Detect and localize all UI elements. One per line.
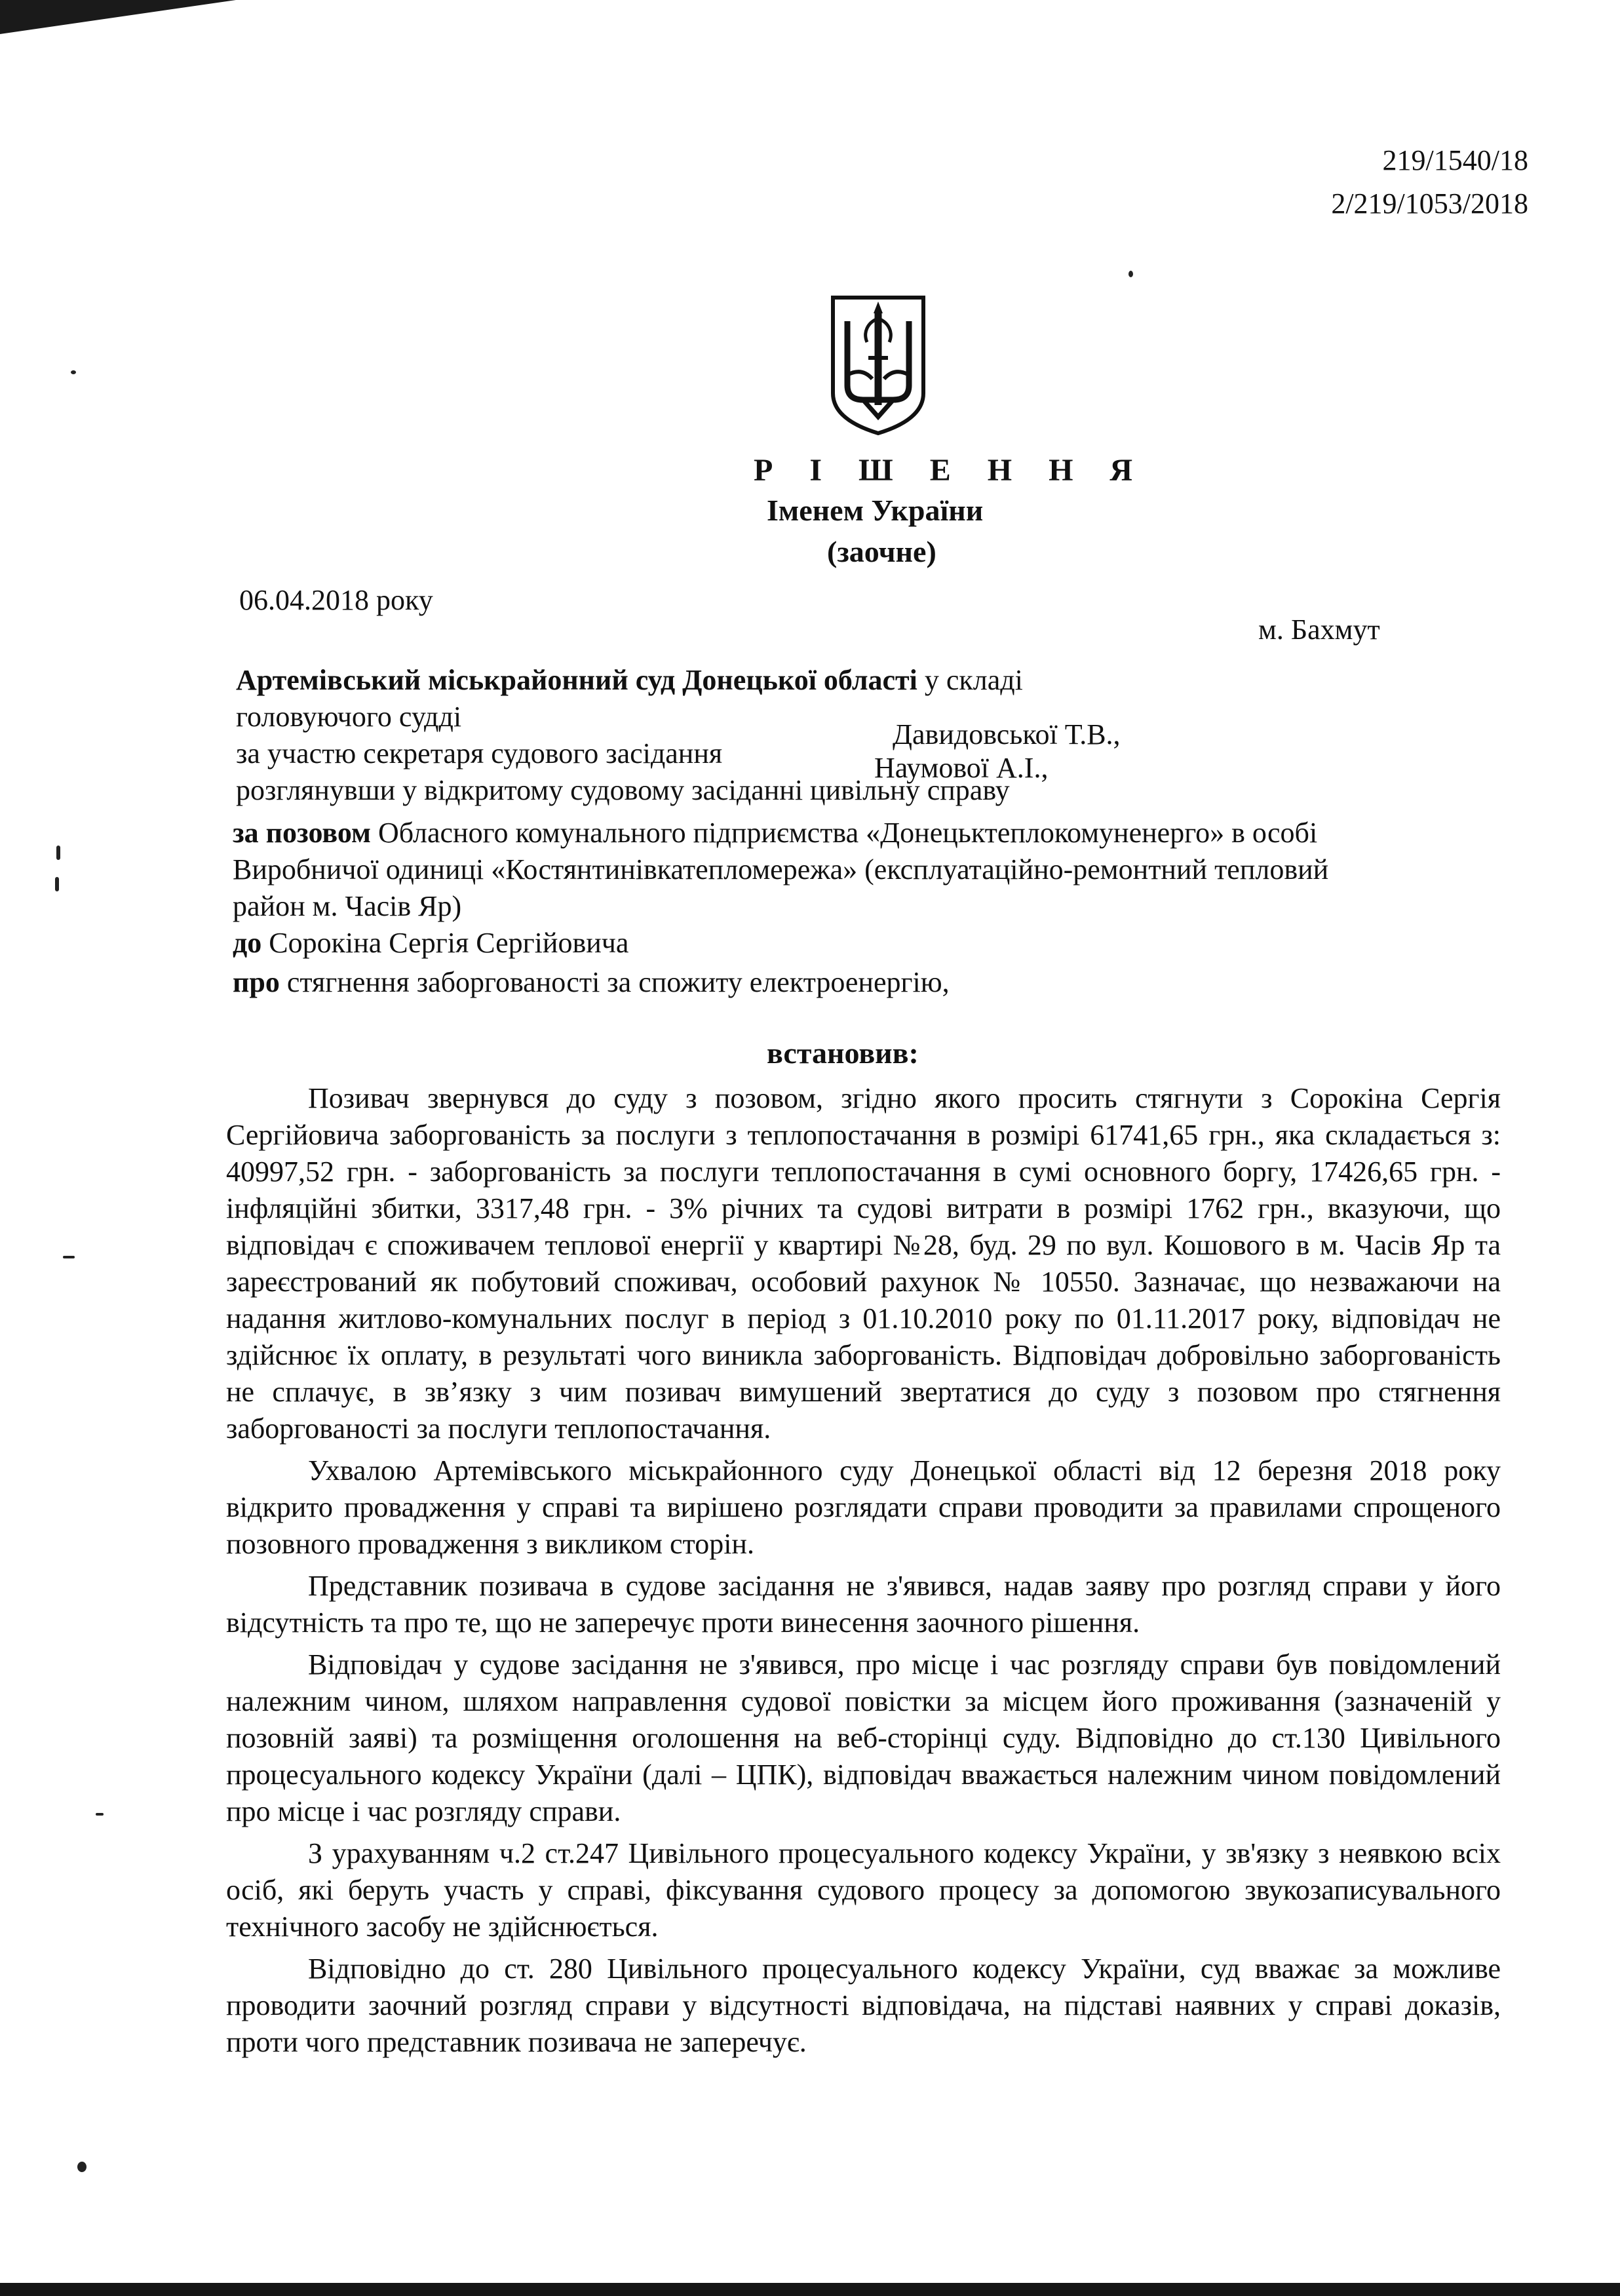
secretary-name: Наумової А.І.,	[874, 752, 1049, 784]
body-paragraph: Представник позивача в судове засідання не з'явився, надав заяву про розгляд справи у його відсутність та про те, що не заперечує проти винесення заочного рішення.	[226, 1570, 1501, 1639]
body-paragraph: Ухвалою Артемівського міськрайонного суду Донецької області від 12 березня 2018 року відкрито провадження у справі та вирішено розглядати справи проводити за правилами спрощеного позовного провадження з викликом сторін.	[226, 1454, 1501, 1560]
decision-title: Р І Ш Е Н Н Я	[754, 453, 1148, 488]
secretary-label: за участю секретаря судового засідання	[236, 737, 723, 769]
trident-emblem-icon	[829, 295, 927, 436]
scan-speck	[71, 370, 76, 374]
considered-text: розглянувши у відкритому судовому засіданні цивільну справу	[236, 774, 1010, 806]
body-paragraph: Позивач звернувся до суду з позовом, згідно якого просить стягнути з Сорокіна Сергія Сергійовича заборгованість за послуги з теплопостачання в розмірі 61741,65 грн., яка складається з: 40997,52 грн. - заборгованість за послуги теплопостачання в сумі основного боргу, 17426,65 грн. - інфляційні збитки, 3317,48 грн. - 3% річних та судові витрати в розмірі 1762 грн., вказуючи, що відповідач є споживачем теплової енергії у квартирі №28, буд. 29 по вул. Кошового в м. Часів Яр та зареєстрований як побутовий споживач, особовий рахунок № 10550. Зазначає, що незважаючи на надання житлово-комунальних послуг в період з 01.10.2010 року по 01.11.2017 року, відповідач не здійснює їх оплату, в результаті чого виникла заборгованість. Відповідач добровільно заборгованість не сплачує, в зв’язку з чим позивач вимушений звертатися до суду з позовом про стягнення заборгованості за послуги теплопостачання.	[226, 1082, 1501, 1445]
decision-body	[226, 1080, 1501, 2061]
claim-by-text: Обласного комунального підприємства «Донецьктеплокомуненерго» в особі	[370, 817, 1318, 849]
scan-bottom-edge	[0, 2283, 1620, 2296]
court-name: Артемівський міськрайонний суд Донецької області	[236, 664, 917, 696]
court-composition: у складі	[917, 664, 1023, 696]
decision-subtitle: Іменем України	[767, 494, 984, 527]
claim-against-text: Сорокіна Сергія Сергійовича	[261, 927, 629, 959]
claim-by-line	[233, 816, 1317, 849]
judge-name: Давидовської Т.В.,	[893, 718, 1121, 750]
body-paragraph: Відповідно до ст. 280 Цивільного процесуального кодексу України, суд вважає за можливе проводити заочний розгляд справи у відсутності відповідача, на підставі наявних у справі доказів, проти чого представник позивача не заперечує.	[226, 1953, 1501, 2058]
scan-corner-shadow	[0, 0, 236, 34]
scan-speck	[96, 1813, 104, 1816]
court-line	[236, 663, 1023, 697]
claim-against-line	[233, 926, 628, 960]
body-paragraph: Відповідач у судове засідання не з'явився, про місце і час розгляду справи був повідомлений належним чином, шляхом направлення судової повістки за місцем його проживання (зазначеній у позовній заяві) та розміщення оголошення на веб-сторінці суду. Відповідно до ст.130 Цивільного процесуального кодексу України (далі – ЦПК), відповідач вважається належним чином повідомлений про місце і час розгляду справи.	[226, 1648, 1501, 1827]
claim-about-text: стягнення заборгованості за спожиту електроенергію,	[279, 966, 950, 998]
scan-speck	[56, 846, 60, 860]
judge-label: головуючого судді	[236, 701, 462, 733]
case-number: 2/219/1053/2018	[1331, 187, 1528, 220]
body-paragraph: З урахуванням ч.2 ст.247 Цивільного процесуального кодексу України, у зв'язку з неявкою всіх осіб, які беруть участь у справі, фіксування судового процесу за допомогою звукозаписувального технічного засобу не здійснюється.	[226, 1837, 1501, 1943]
scan-speck	[1128, 271, 1133, 277]
claim-by-text-2: Виробничої одиниці «Костянтинівкатепломережа» (експлуатаційно-ремонтний тепловий	[233, 853, 1329, 885]
claim-by-text-3: район м. Часів Яр)	[233, 890, 462, 922]
scan-speck	[77, 2162, 87, 2172]
case-numbers	[1331, 139, 1528, 225]
claim-by-label: за позовом	[233, 817, 371, 849]
decision-note: (заочне)	[827, 535, 936, 568]
case-number: 219/1540/18	[1382, 144, 1528, 176]
section-title: встановив:	[767, 1036, 919, 1070]
decision-date: 06.04.2018 року	[239, 584, 433, 616]
claim-about-label: про	[233, 966, 280, 998]
decision-city: м. Бахмут	[1258, 613, 1380, 646]
claim-against-label: до	[233, 927, 262, 959]
scan-speck	[55, 877, 59, 891]
claim-about-line	[233, 965, 950, 999]
scan-speck	[63, 1256, 75, 1258]
